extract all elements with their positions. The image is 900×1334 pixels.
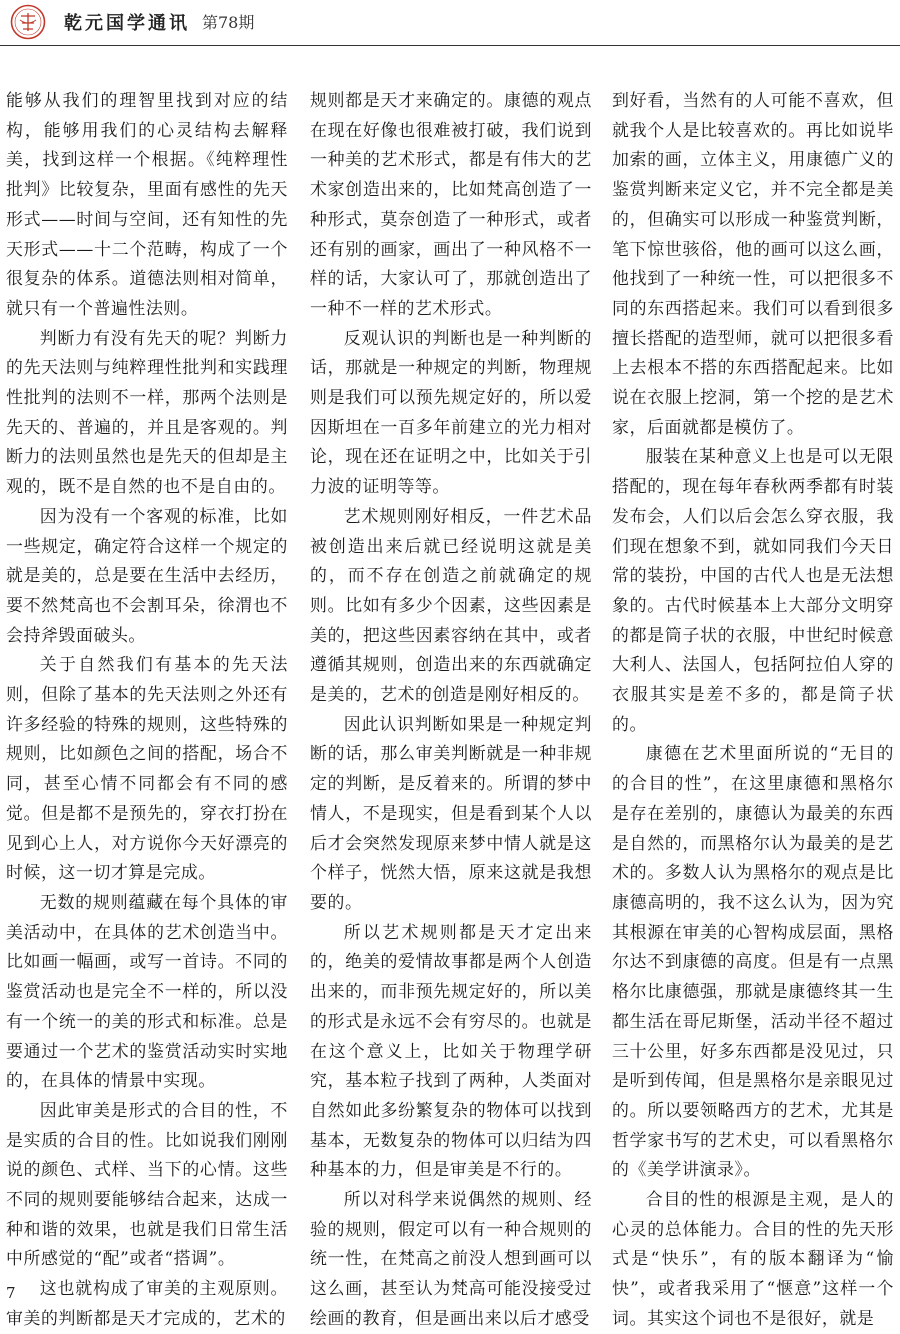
column-1 <box>6 86 288 1328</box>
paragraph: 因为没有一个客观的标准，比如一些规定，确定符合这样一个规定的就是美的，总是要在生活中去经历，要不然梵高也不会割耳朵，徐渭也不会持斧毁面破头。 <box>6 505 288 645</box>
paragraph: 合目的性的根源是主观，是人的心灵的总体能力。合目的性的先天形式是“快乐”，有的版本翻译为“愉快”，或者我采用了“惬意”这样一个词。其实这个词也不是很好，就是 <box>612 1189 894 1328</box>
journal-title: 乾元国学通讯 <box>64 13 190 34</box>
header-rule <box>0 45 900 46</box>
paragraph: 艺术规则刚好相反，一件艺术品被创造出来后就已经说明这就是美的，而不存在创造之前就确定的规则。比如有多少个因素，这些因素是美的，把这些因素容纳在其中，或者遵循其规则，创造出来的东西就确定是美的，艺术的创造是刚好相反的。 <box>310 505 592 705</box>
paragraph: 服装在某种意义上也是可以无限搭配的，现在每年春秋两季都有时装发布会，人们以后会怎么穿衣服，我们现在想象不到，就如同我们今天日常的装扮，中国的古代人也是无法想象的。古代时候基本上大部分文明穿的都是筒子状的衣服，中世纪时候意大利人、法国人，包括阿拉伯人穿的衣服其实是差不多的，都是筒子状的。 <box>612 446 894 734</box>
article-body <box>6 86 894 1328</box>
column-2 <box>310 86 592 1328</box>
paragraph: 判断力有没有先天的呢？判断力的先天法则与纯粹理性批判和实践理性批判的法则不一样，那两个法则是先天的、普遍的，并且是客观的。判断力的法则虽然也是先天的但却是主观的，既不是自然的也不是自由的。 <box>6 327 288 497</box>
seal-logo-icon <box>10 4 46 40</box>
paragraph: 能够从我们的理智里找到对应的结构，能够用我们的心灵结构去解释美，找到这样一个根据。《纯粹理性批判》比较复杂，里面有感性的先天形式——时间与空间，还有知性的先天形式——十二个范畴，构成了一个很复杂的体系。道德法则相对简单，就只有一个普遍性法则。 <box>6 90 288 318</box>
page-header <box>0 0 900 52</box>
paragraph: 因此认识判断如果是一种规定判断的话，那么审美判断就是一种非规定的判断，是反着来的。所谓的梦中情人，不是现实，但是看到某个人以后才会突然发现原来梦中情人就是这个样子，恍然大悟，原来这就是我想要的。 <box>310 713 592 912</box>
paragraph: 到好看，当然有的人可能不喜欢，但就我个人是比较喜欢的。再比如说毕加索的画，立体主义，用康德广义的鉴赏判断来定义它，并不完全都是美的，但确实可以形成一种鉴赏判断，笔下惊世骇俗，他的画可以这么画，他找到了一种统一性，可以把很多不同的东西搭起来。我们可以看到很多擅长搭配的造型师，就可以把很多看上去根本不搭的东西搭配起来。比如说在衣服上挖洞，第一个挖的是艺术家，后面就都是模仿了。 <box>612 90 894 437</box>
paragraph: 因此审美是形式的合目的性，不是实质的合目的性。比如说我们刚刚说的颜色、式样、当下的心情。这些不同的规则要能够结合起来，达成一种和谐的效果，也就是我们日常生活中所感觉的“配”或者“搭调”。 <box>6 1099 288 1269</box>
paragraph: 关于自然我们有基本的先天法则，但除了基本的先天法则之外还有许多经验的特殊的规则，这些特殊的规则，比如颜色之间的搭配，场合不同，甚至心情不同都会有不同的感觉。但是都不是预先的，穿衣打扮在见到心上人，对方说你今天好漂亮的时候，这一切才算是完成。 <box>6 654 288 883</box>
issue-number: 第78期 <box>202 13 255 32</box>
page-number: 7 <box>6 1284 16 1302</box>
paragraph: 康德在艺术里面所说的“无目的的合目的性”，在这里康德和黑格尔是存在差别的，康德认为最美的东西是自然的，而黑格尔认为最美的是艺术的。多数人认为黑格尔的观点是比康德高明的，我不这么认为，因为究其根源在审美的心智构成层面，黑格尔达不到康德的高度。但是有一点黑格尔比康德强，那就是康德终其一生都生活在哥尼斯堡，活动半径不超过三十公里，好多东西都是没见过，只是听到传闻，但是黑格尔是亲眼见过的。所以要领略西方的艺术，尤其是哲学家书写的艺术史，可以看黑格尔的《美学讲演录》。 <box>612 743 894 1180</box>
paragraph: 所以对科学来说偶然的规则、经验的规则，假定可以有一种合规则的统一性，在梵高之前没人想到画可以这么画，甚至认为梵高可能没接受过绘画的教育，但是画出来以后才感受 <box>310 1189 592 1328</box>
paragraph: 反观认识的判断也是一种判断的话，那就是一种规定的判断，物理规则是我们可以预先规定好的，所以爱因斯坦在一百多年前建立的光力相对论，现在还在证明之中，比如关于引力波的证明等等。 <box>310 327 592 497</box>
paragraph: 所以艺术规则都是天才定出来的，绝美的爱情故事都是两个人创造出来的，而非预先规定好的，所以美的形式是永远不会有穷尽的。也就是在这个意义上，比如关于物理学研究，基本粒子找到了两种，人类面对自然如此多纷繁复杂的物体可以找到基本，无数复杂的物体可以归结为四种基本的力，但是审美是不行的。 <box>310 921 592 1180</box>
paragraph: 这也就构成了审美的主观原则。审美的判断都是天才完成的，艺术的 <box>6 1278 288 1328</box>
paragraph: 无数的规则蕴藏在每个具体的审美活动中，在具体的艺术创造当中。比如画一幅画，或写一首诗。不同的鉴赏活动也是完全不一样的，所以没有一个统一的美的形式和标准。总是要通过一个艺术的鉴赏活动实时实地的，在具体的情景中实现。 <box>6 891 288 1091</box>
paragraph: 规则都是天才来确定的。康德的观点在现在好像也很难被打破，我们说到一种美的艺术形式，都是有伟大的艺术家创造出来的，比如梵高创造了一种形式，莫奈创造了一种形式，或者还有别的画家，画出了一种风格不一样的话，大家认可了，那就创造出了一种不一样的艺术形式。 <box>310 90 592 318</box>
column-3 <box>612 86 894 1328</box>
